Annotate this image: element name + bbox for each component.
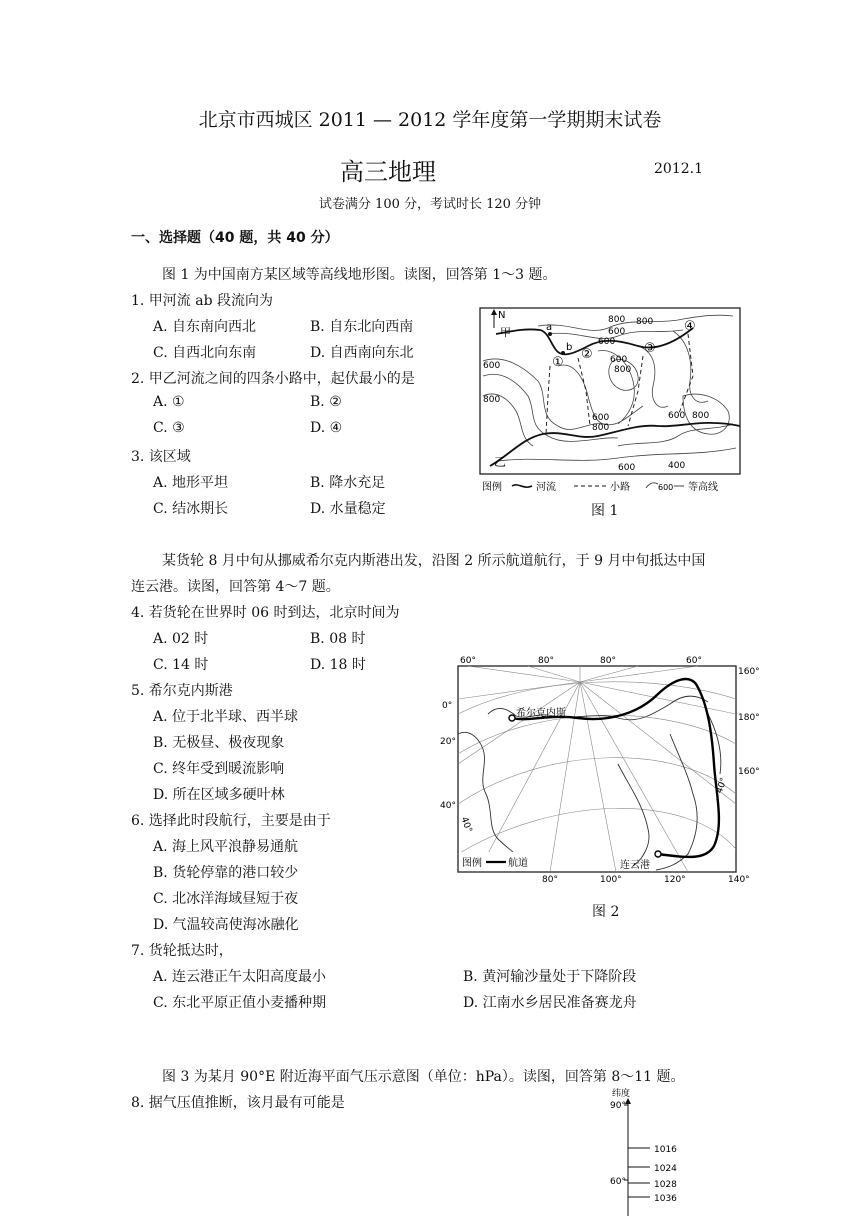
path-label-3: ③: [644, 341, 656, 356]
bottom-lon-label: 80°: [542, 875, 558, 885]
left-lat-label: 40°: [440, 801, 456, 811]
intro-figure2-line2: 连云港。读图，回答第 4～7 题。: [131, 579, 340, 595]
end-port-label: 连云港: [620, 860, 650, 871]
exam-title: 北京市西城区 2011 — 2012 学年度第一学期期末试卷: [198, 109, 662, 131]
inner-lat-label: 40°: [458, 815, 474, 835]
lat-label-90: 90°: [610, 1101, 626, 1111]
bottom-lon-label: 120°: [664, 875, 686, 885]
bottom-lon-label: 140°: [728, 875, 750, 885]
contour-label: 600: [610, 355, 628, 365]
contour-label: 800: [483, 395, 501, 405]
legend-route: 航道: [508, 858, 528, 869]
bottom-lon-label: 100°: [600, 875, 622, 885]
contour-label: 600: [592, 413, 610, 423]
river-jia-label: 甲: [500, 326, 511, 339]
contour-label: 600: [668, 411, 686, 421]
question-1: 1. 甲河流 ab 段流向为: [131, 293, 274, 309]
option-1d: D. 自西南向东北: [310, 345, 414, 361]
north-label: N: [498, 310, 506, 321]
contour-label: 400: [668, 461, 686, 471]
option-1a: A. 自东南向西北: [153, 319, 257, 335]
legend-contour: 等高线: [688, 482, 718, 493]
pressure-label: 1016: [654, 1145, 677, 1155]
option-4a: A. 02 时: [153, 631, 209, 647]
legend-contour-sample: 600: [658, 483, 674, 492]
question-6: 6. 选择此时段航行，主要是由于: [131, 813, 331, 829]
option-2d: D. ④: [310, 420, 343, 436]
top-lon-label: 60°: [460, 656, 476, 666]
right-lon-label: 160°: [738, 667, 760, 677]
option-5a: A. 位于北半球、西半球: [153, 709, 299, 725]
option-6c: C. 北冰洋海域昼短于夜: [153, 891, 299, 907]
contour-label: 800: [636, 317, 654, 327]
top-lon-label: 80°: [538, 656, 554, 666]
right-lon-label: 160°: [738, 767, 760, 777]
option-5d: D. 所在区域多硬叶林: [153, 787, 285, 803]
contour-label: 600: [608, 327, 626, 337]
question-4: 4. 若货轮在世界时 06 时到达，北京时间为: [131, 605, 400, 621]
question-8: 8. 据气压值推断，该月最有可能是: [131, 1095, 345, 1111]
option-3c: C. 结冰期长: [153, 501, 229, 517]
figure-1-caption: 图 1: [591, 503, 619, 519]
pressure-label: 1028: [654, 1180, 677, 1190]
option-1b: B. 自东北向西南: [310, 319, 414, 335]
end-port-marker: [655, 851, 661, 857]
option-6b: B. 货轮停靠的港口较少: [153, 865, 299, 881]
option-3a: A. 地形平坦: [153, 475, 229, 491]
top-lon-label: 60°: [686, 656, 702, 666]
option-7a: A. 连云港正午太阳高度最小: [153, 969, 327, 985]
exam-info: 试卷满分 100 分，考试时长 120 分钟: [318, 197, 542, 212]
start-port-marker: [509, 715, 515, 721]
path-label-1: ①: [552, 355, 564, 370]
option-2b: B. ②: [310, 394, 342, 410]
subject-title: 高三地理: [340, 158, 436, 186]
legend-path: 小路: [610, 482, 630, 493]
figure-3-pressure-profile: [604, 1084, 694, 1216]
exam-date: 2012.1: [654, 161, 703, 177]
legend-title: 图例: [462, 858, 482, 869]
option-6a: A. 海上风平浪静易通航: [153, 839, 299, 855]
contour-label: 600: [598, 337, 616, 347]
contour-label: 600: [483, 361, 501, 371]
question-3: 3. 该区域: [131, 449, 191, 465]
pressure-label: 1024: [654, 1164, 677, 1174]
figure-2-route-map: [438, 654, 788, 888]
option-2c: C. ③: [153, 420, 185, 436]
top-lon-label: 80°: [600, 656, 616, 666]
option-4c: C. 14 时: [153, 657, 209, 673]
section-heading: 一、选择题（40 题，共 40 分）: [131, 230, 339, 246]
left-lat-label: 20°: [440, 737, 456, 747]
figure-1-contour-map: [478, 306, 744, 498]
intro-figure2-line1: 某货轮 8 月中旬从挪威希尔克内斯港出发，沿图 2 所示航道航行，于 9 月中旬抵达中国: [162, 553, 706, 569]
option-1c: C. 自西北向东南: [153, 345, 257, 361]
axis-title: 纬度: [612, 1089, 631, 1099]
option-6d: D. 气温较高使海冰融化: [153, 917, 299, 933]
figure-2-caption: 图 2: [592, 904, 620, 920]
option-7d: D. 江南水乡居民准备赛龙舟: [463, 995, 637, 1011]
question-5: 5. 希尔克内斯港: [131, 683, 233, 699]
option-3b: B. 降水充足: [310, 475, 386, 491]
path-label-4: ④: [684, 319, 696, 334]
pressure-label: 1036: [654, 1194, 677, 1204]
contour-label: 800: [592, 423, 610, 433]
point-a-label: a: [546, 322, 553, 333]
point-b-label: b: [566, 342, 573, 353]
option-5b: B. 无极昼、极夜现象: [153, 735, 285, 751]
contour-label: 800: [614, 365, 632, 375]
contour-label: 600: [618, 463, 636, 473]
option-2a: A. ①: [153, 394, 185, 410]
contour-label: 800: [608, 315, 626, 325]
intro-figure3: 图 3 为某月 90°E 附近海平面气压示意图（单位：hPa）。读图，回答第 8～11 题。: [162, 1069, 685, 1085]
option-3d: D. 水量稳定: [310, 501, 386, 517]
question-7: 7. 货轮抵达时，: [131, 943, 233, 959]
start-port-label: 希尔克内斯: [516, 708, 566, 719]
option-4b: B. 08 时: [310, 631, 366, 647]
left-lat-label: 0°: [442, 701, 453, 711]
inner-lat-label: 40°: [714, 776, 730, 795]
lat-label-60: 60°: [610, 1177, 626, 1187]
legend-title: 图例: [482, 482, 502, 493]
intro-figure1: 图 1 为中国南方某区域等高线地形图。读图，回答第 1～3 题。: [162, 267, 557, 283]
river-yi-label: 乙: [494, 455, 507, 469]
option-4d: D. 18 时: [310, 657, 366, 673]
option-7b: B. 黄河输沙量处于下降阶段: [463, 969, 637, 985]
right-lon-label: 180°: [738, 713, 760, 723]
contour-label: 800: [692, 411, 710, 421]
question-2: 2. 甲乙河流之间的四条小路中，起伏最小的是: [131, 371, 415, 387]
legend-river: 河流: [536, 482, 556, 493]
option-5c: C. 终年受到暖流影响: [153, 761, 285, 777]
path-label-2: ②: [581, 347, 593, 362]
option-7c: C. 东北平原正值小麦播种期: [153, 995, 327, 1011]
